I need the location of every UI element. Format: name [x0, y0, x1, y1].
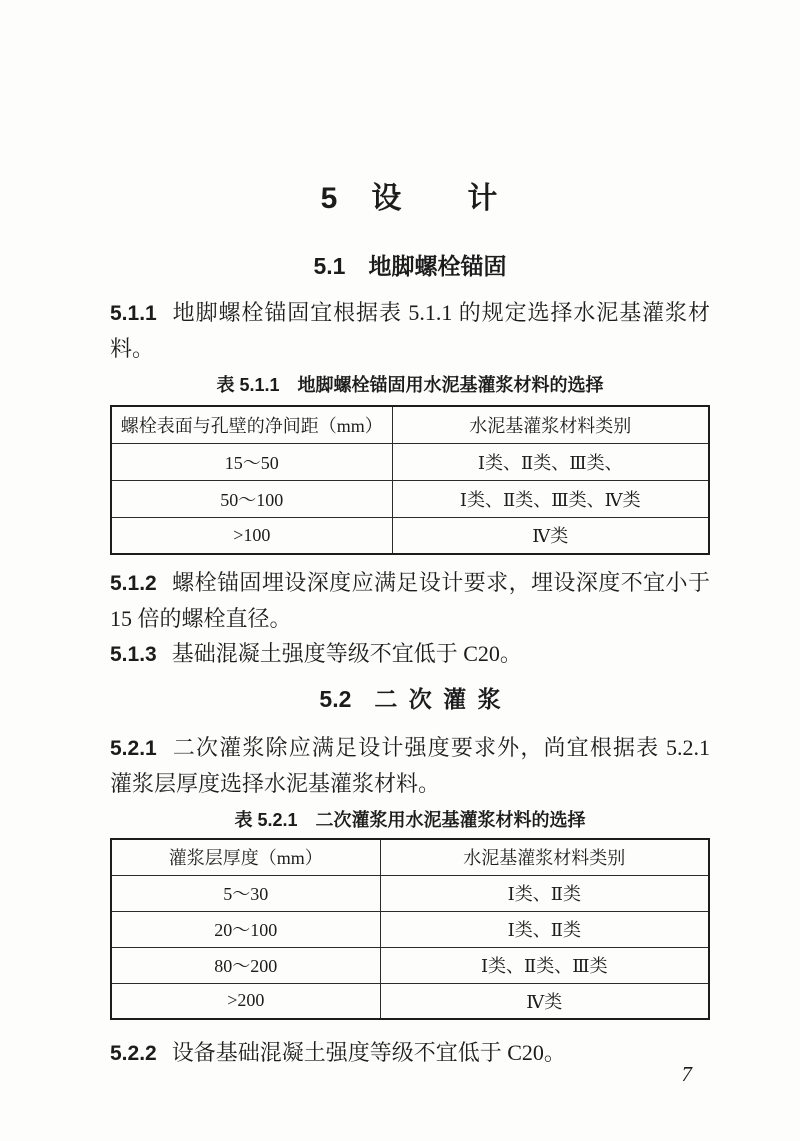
table-header-row: [111, 839, 709, 875]
table-row: [111, 983, 709, 1019]
clause-number: 5.1.2: [110, 572, 157, 595]
table-5-2-1: [110, 838, 710, 1020]
table-row: [111, 517, 709, 554]
cell-thickness-range: >200: [111, 983, 380, 1019]
clause-text: 地脚螺栓锚固宜根据表 5.1.1 的规定选择水泥基灌浆材料。: [110, 300, 710, 361]
clause-text: 设备基础混凝土强度等级不宜低于 C20。: [171, 1040, 566, 1065]
clause-5-2-1: [110, 730, 710, 801]
cell-material-class: Ⅰ类、Ⅱ类: [380, 875, 709, 911]
clause-text: 基础混凝土强度等级不宜低于 C20。: [171, 641, 522, 666]
clause-number: 5.2.1: [110, 737, 157, 760]
cell-material-class: Ⅰ类、Ⅱ类、Ⅲ类、: [392, 443, 709, 480]
table-5-2-1-caption: 表 5.2.1 二次灌浆用水泥基灌浆材料的选择: [234, 810, 586, 830]
clause-5-1-3: [110, 636, 710, 672]
page-number: 7: [681, 1062, 692, 1086]
cell-thickness-range: 20～100: [111, 911, 380, 947]
cell-material-class: Ⅰ类、Ⅱ类: [380, 911, 709, 947]
cell-material-class: Ⅳ类: [380, 983, 709, 1019]
page-content: [110, 0, 710, 1071]
cell-gap-range: >100: [111, 517, 392, 554]
table-5-1-1-caption: 表 5.1.1 地脚螺栓锚固用水泥基灌浆材料的选择: [216, 375, 604, 395]
table-row: [111, 947, 709, 983]
table-header-row: [111, 406, 709, 443]
section-heading-5-1: 5.1 地脚螺栓锚固: [313, 253, 507, 279]
section-heading-5-2: 5.2 二 次 灌 浆: [319, 686, 501, 712]
clause-number: 5.1.3: [110, 643, 157, 666]
cell-gap-range: 15～50: [111, 443, 392, 480]
clause-5-1-2: [110, 565, 710, 636]
header-cell: 水泥基灌浆材料类别: [392, 406, 709, 443]
header-cell: 螺栓表面与孔壁的净间距（mm）: [111, 406, 392, 443]
clause-number: 5.2.2: [110, 1042, 157, 1065]
header-cell: 灌浆层厚度（mm）: [111, 839, 380, 875]
header-cell: 水泥基灌浆材料类别: [380, 839, 709, 875]
cell-material-class: Ⅳ类: [392, 517, 709, 554]
clause-5-2-2: [110, 1035, 710, 1071]
table-row: [111, 443, 709, 480]
cell-material-class: Ⅰ类、Ⅱ类、Ⅲ类: [380, 947, 709, 983]
table-row: [111, 480, 709, 517]
clause-5-1-1: [110, 295, 710, 366]
table-5-1-1: [110, 405, 710, 555]
cell-thickness-range: 80～200: [111, 947, 380, 983]
table-row: [111, 911, 709, 947]
cell-material-class: Ⅰ类、Ⅱ类、Ⅲ类、Ⅳ类: [392, 480, 709, 517]
clause-text: 二次灌浆除应满足设计强度要求外，尚宜根据表 5.2.1 灌浆层厚度选择水泥基灌浆材料。: [110, 735, 710, 796]
cell-thickness-range: 5～30: [111, 875, 380, 911]
clause-number: 5.1.1: [110, 302, 157, 325]
clause-text: 螺栓锚固埋设深度应满足设计要求，埋设深度不宜小于 15 倍的螺栓直径。: [110, 570, 710, 631]
cell-gap-range: 50～100: [111, 480, 392, 517]
chapter-title: 5 设 计: [320, 182, 500, 215]
table-row: [111, 875, 709, 911]
